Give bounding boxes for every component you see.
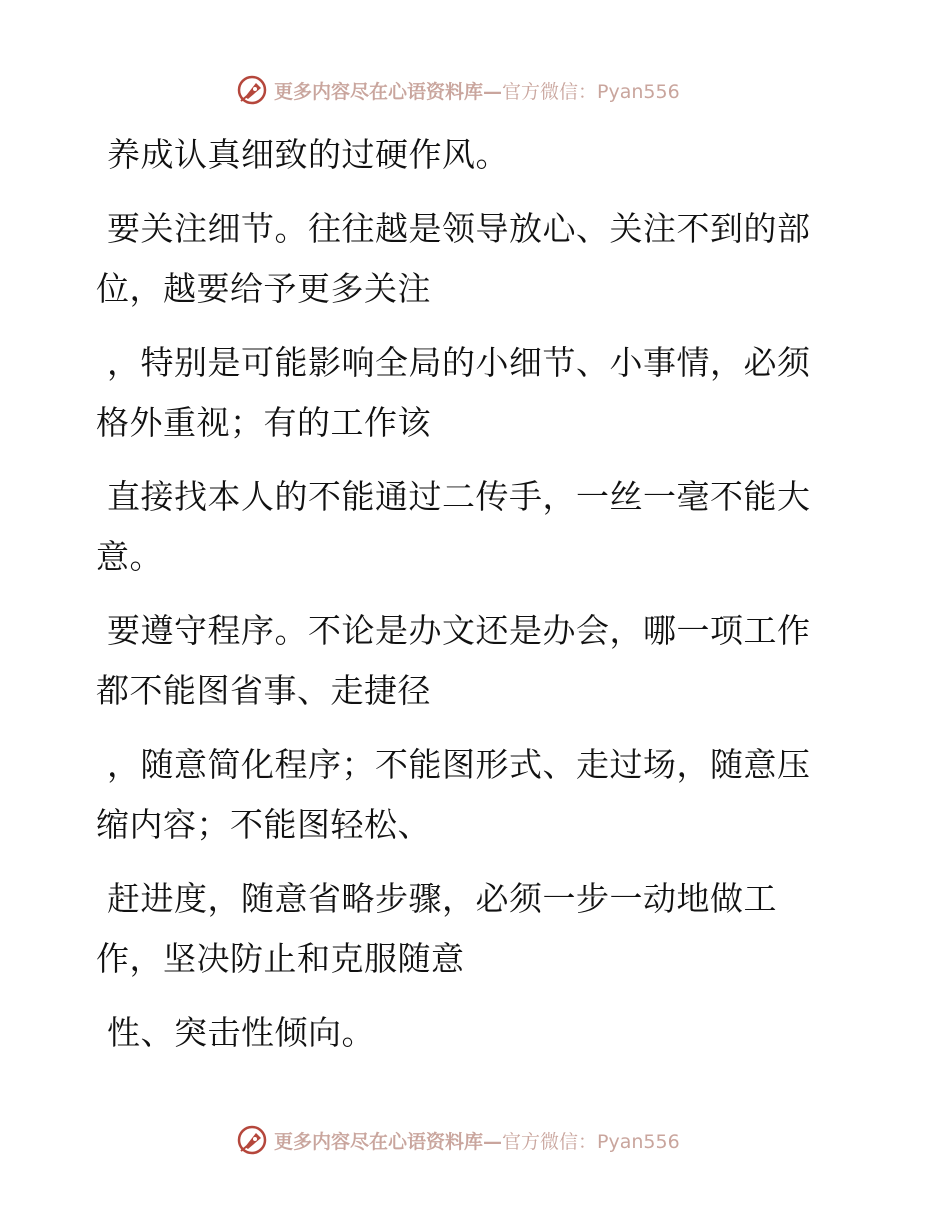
paragraph: 直接找本人的不能通过二传手，一丝一毫不能大意。: [96, 477, 811, 576]
paragraph: 赶进度，随意省略步骤，必须一步一动地做工作，坚决防止和克服随意: [96, 879, 777, 978]
pen-nib-logo-icon: [236, 74, 268, 106]
document-body: [96, 125, 836, 1077]
paragraph: 养成认真细致的过硬作风。: [96, 135, 509, 174]
header-banner: [236, 72, 680, 108]
footer-banner: [236, 1122, 680, 1158]
paragraph: 要关注细节。往往越是领导放心、关注不到的部位，越要给予更多关注: [96, 209, 811, 308]
paragraph: 性、突击性倾向。: [96, 1013, 375, 1052]
paragraph: ，随意简化程序；不能图形式、走过场，随意压缩内容；不能图轻松、: [96, 745, 811, 844]
paragraph: ，特别是可能影响全局的小细节、小事情，必须格外重视；有的工作该: [96, 343, 811, 442]
footer-site-text: 更多内容尽在心语资料库—: [274, 1130, 503, 1153]
paragraph: 要遵守程序。不论是办文还是办会，哪一项工作都不能图省事、走捷径: [96, 611, 811, 710]
pen-nib-logo-icon: [236, 1124, 268, 1156]
footer-wechat-text: 官方微信：Pyan556: [502, 1130, 680, 1153]
header-site-text: 更多内容尽在心语资料库—: [274, 80, 503, 103]
header-wechat-text: 官方微信：Pyan556: [502, 80, 680, 103]
